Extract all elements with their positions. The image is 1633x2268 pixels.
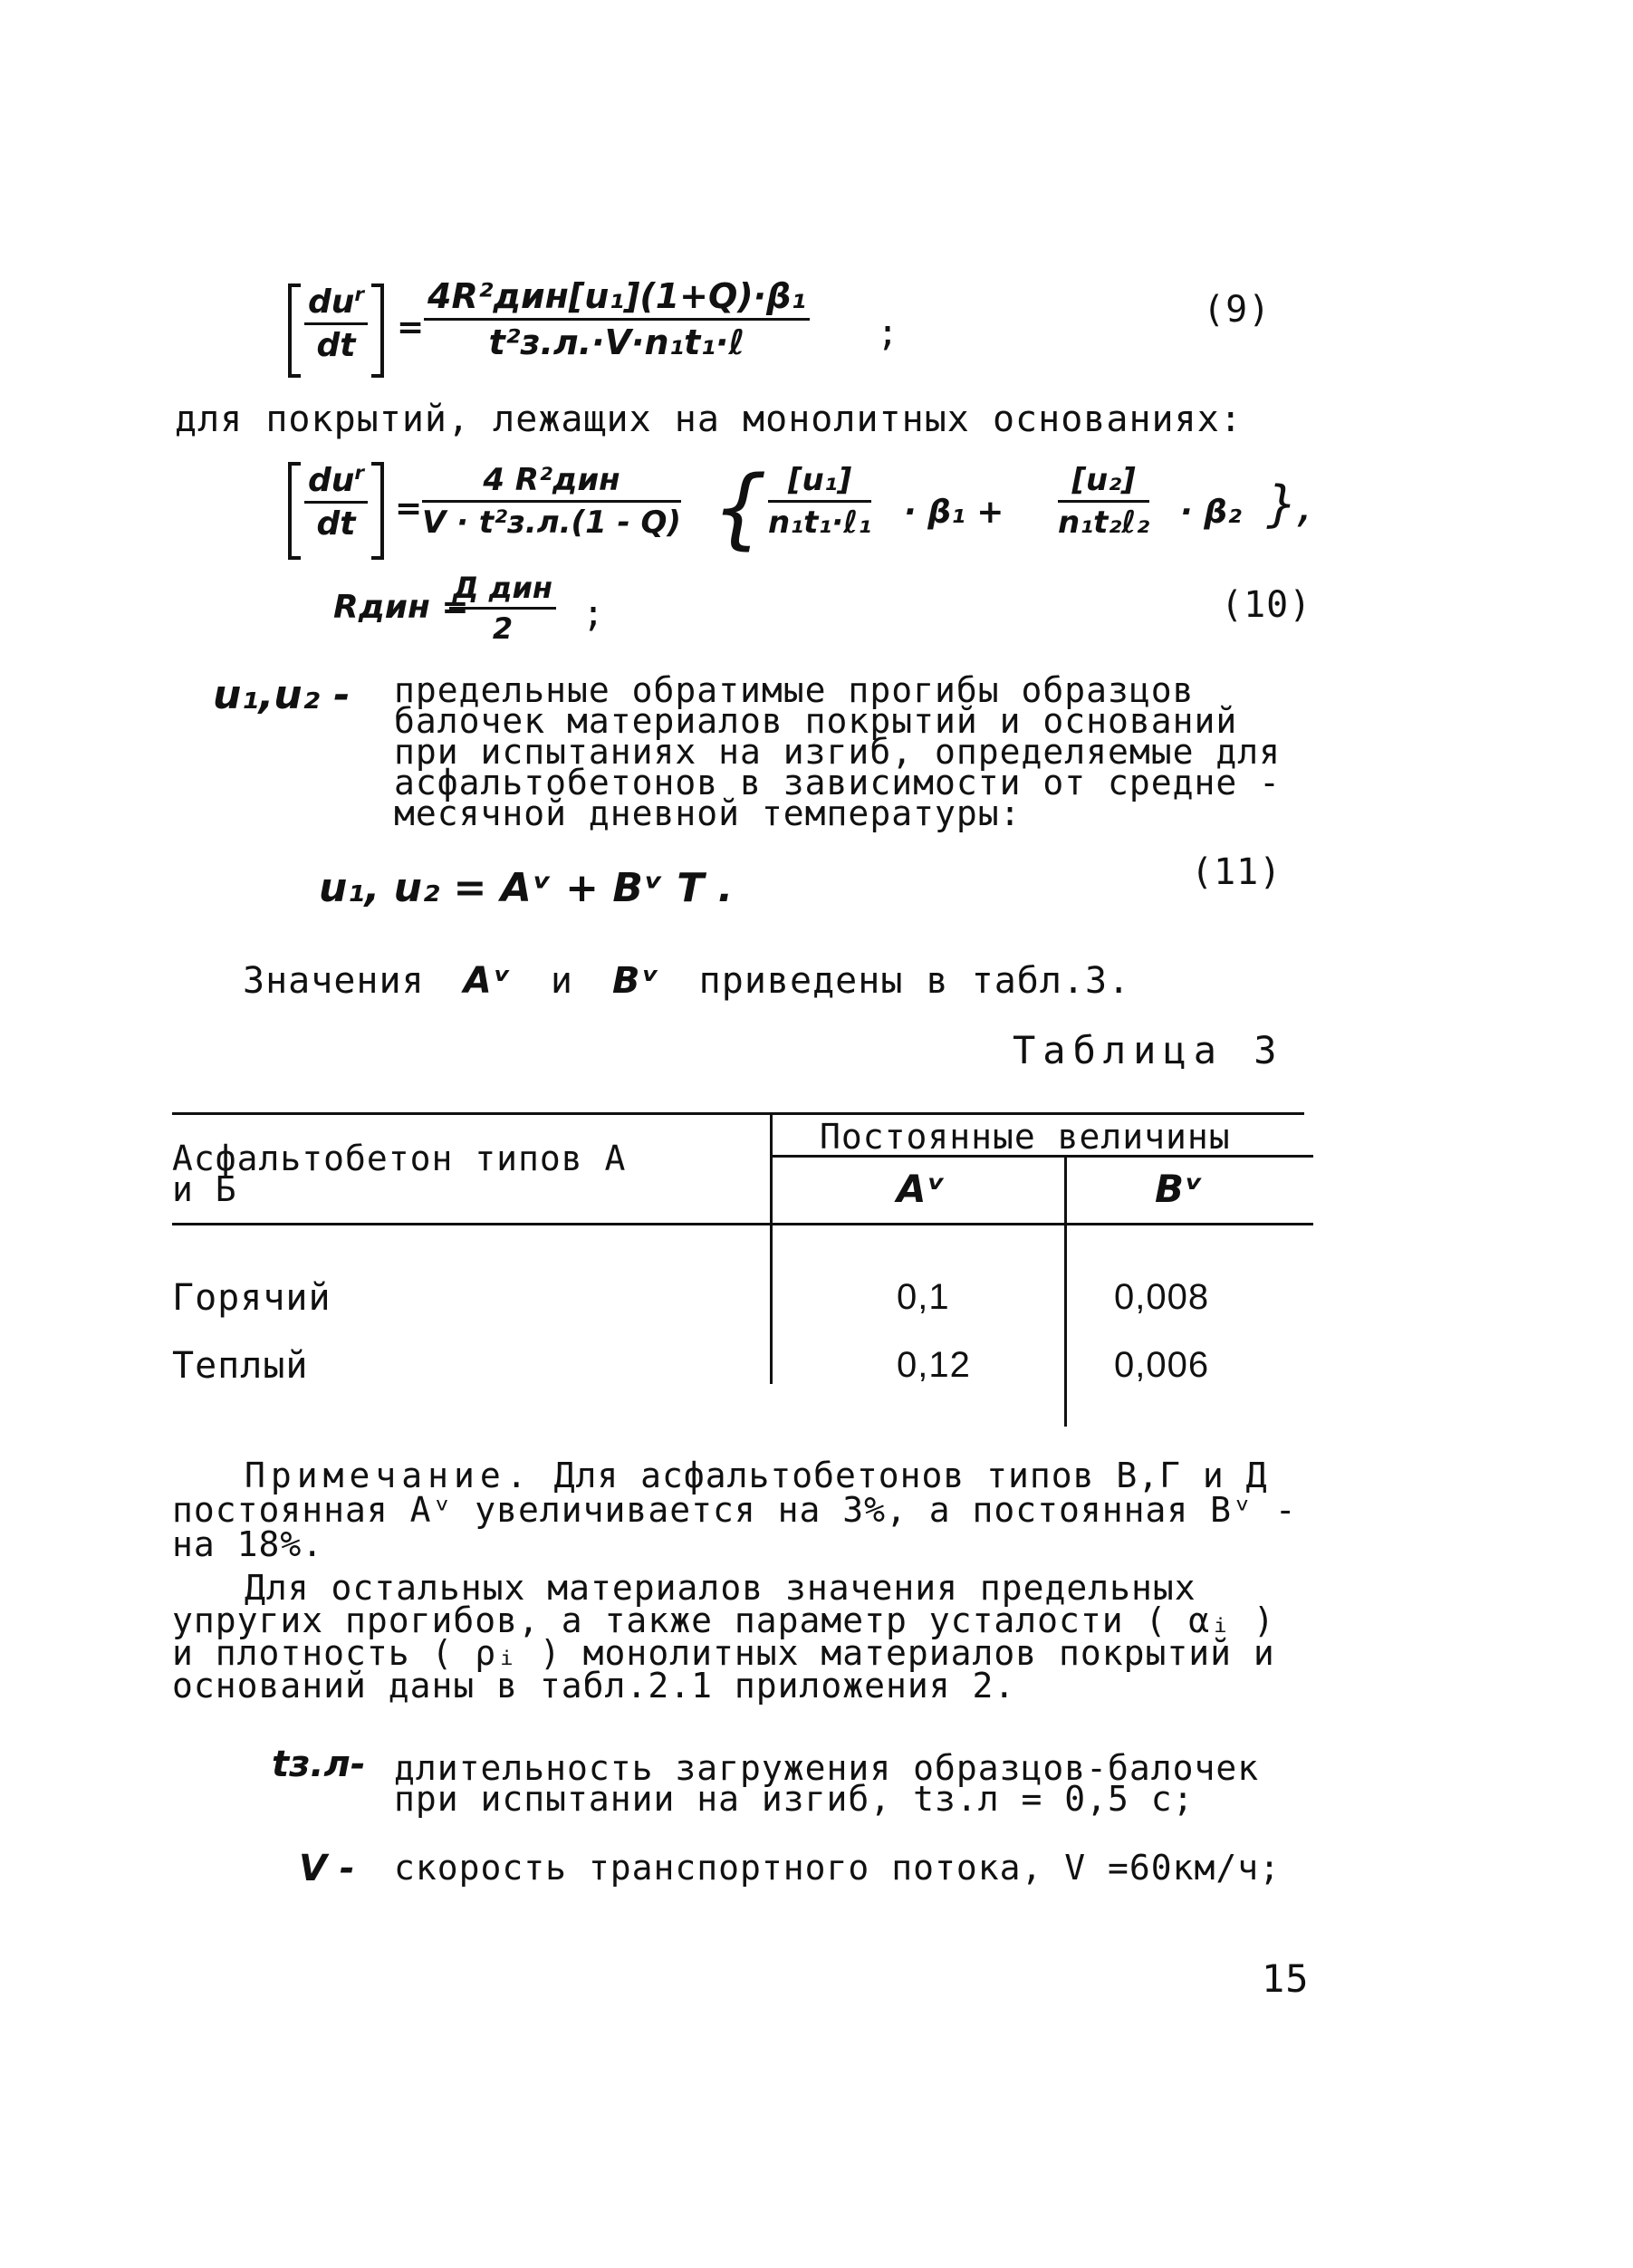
note-text-1: Для асфальтобетонов типов В,Г и Д постоянная Aᵛ увеличивается на 3%, а постоянная Bᵛ - на 18%. (172, 1456, 1297, 1564)
def-t-text: длительность загружения образцов-балочек при испытании на изгиб, tз.л = 0,5 с; (394, 1748, 1260, 1819)
formula-10 (288, 457, 1339, 666)
formula-9-fraction: 4R²дин[u₁](1+Q)·β₁ t²з.л.·V·n₁t₁·ℓ (424, 276, 810, 362)
values-sentence: Значения Aᵛ и Bᵛ приведены в табл.3. (243, 960, 1131, 1002)
left-bracket (288, 284, 301, 378)
table-3 (172, 1105, 1313, 1404)
r-din-lhs: Rдин = (333, 589, 469, 626)
page-number: 15 (1262, 1956, 1310, 2001)
left-bracket (288, 462, 301, 560)
beta-1: · β₁ + (904, 494, 1004, 531)
beta-2: · β₂ (1180, 494, 1242, 531)
col-header-b: Bᵛ (1155, 1167, 1204, 1211)
table-top-rule (172, 1112, 1304, 1115)
symbol-b: Bᵛ (612, 960, 660, 1002)
row-warm-b: 0,006 (1114, 1345, 1210, 1385)
r-din-fraction: Д дин 2 (449, 571, 556, 646)
equation-number-10: (10) (1221, 584, 1312, 626)
def-v-symbol: V - (299, 1848, 355, 1889)
row-warm-a: 0,12 (897, 1345, 971, 1385)
term-1-fraction: [u₁] n₁t₁·ℓ₁ (768, 462, 872, 541)
semicolon: ; (877, 312, 900, 354)
formula-11: u₁, u₂ = Aᵛ + Bᵛ T . (319, 865, 734, 911)
def-t-symbol: tз.л- (272, 1744, 366, 1785)
open-brace: { (712, 457, 768, 559)
equation-number-9: (9) (1203, 289, 1272, 331)
intro-monolithic: для покрытий, лежащих на монолитных основаниях: (175, 399, 1243, 440)
row-hot-a: 0,1 (897, 1277, 950, 1317)
right-bracket (371, 284, 384, 378)
group-header-constants: Постоянные величины (820, 1117, 1231, 1157)
def-u-text: предельные обратимые прогибы образцов балочек материалов покрытий и оснований при испытаниях на изгиб, определяемые для асфальтобетонов в зависимости от средне - месячной дневной температуры: (394, 670, 1281, 833)
table-title: Таблица 3 (1013, 1028, 1284, 1072)
col-header-asphalt: Асфальтобетон типов А и Б (172, 1139, 627, 1209)
lhs-derivative: $du^r$ dt (304, 462, 368, 543)
note-paragraph-1 (172, 1458, 1313, 1562)
header-bottom-rule (172, 1223, 1313, 1225)
term-2-fraction: [u₂] n₁t₂ℓ₂ (1058, 462, 1150, 541)
symbol-a: Aᵛ (463, 960, 512, 1002)
row-name-hot: Горячий (172, 1277, 331, 1319)
col-header-a: Aᵛ (897, 1167, 946, 1211)
formula-9 (288, 276, 1284, 394)
lhs-derivative: $du^r$ dt (304, 284, 368, 364)
close-brace: }, (1266, 476, 1313, 533)
semicolon: ; (582, 593, 606, 635)
equals-sign: = (395, 490, 423, 527)
note-paragraph-2: Для остальных материалов значения предельных упругих прогибов, а также параметр усталости ( αᵢ ) и плотность ( ρᵢ ) монолитных материалов покрытий и оснований даны в табл.2.1 приложения 2. (172, 1568, 1275, 1706)
coefficient-fraction: 4 R²дин V · t²з.л.(1 - Q) (422, 462, 681, 541)
def-v-text: скорость транспортного потока, V =60км/ч; (394, 1848, 1281, 1888)
right-bracket (371, 462, 384, 560)
row-hot-b: 0,008 (1114, 1277, 1210, 1317)
note-label: Примечание. (245, 1456, 533, 1495)
table-col-divider-1 (770, 1112, 773, 1384)
row-name-warm: Теплый (172, 1345, 309, 1387)
equals-sign: = (397, 309, 425, 346)
def-u-symbol: u₁,u₂ - (213, 672, 351, 718)
table-col-divider-2 (1064, 1155, 1067, 1427)
equation-number-11: (11) (1191, 851, 1282, 893)
